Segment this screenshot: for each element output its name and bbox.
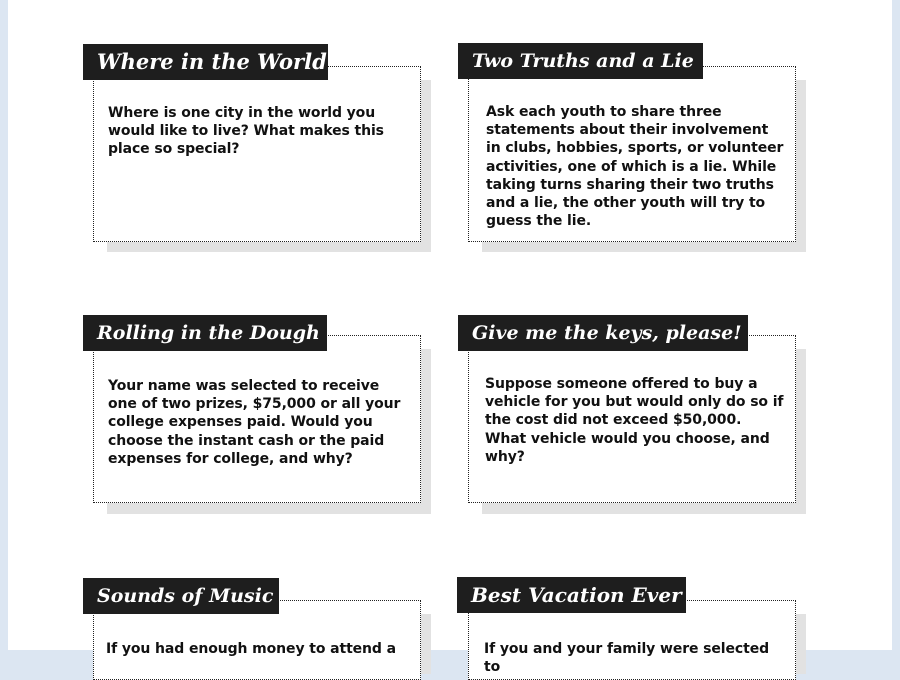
card-body: Ask each youth to share three statements about their involvement in clubs, hobbies, sports, or volunteer activities, one of which is a lie. While taking turns sharing their two truths and a lie, the other youth will try to guess the lie. — [486, 104, 784, 230]
card-title: Where in the World — [83, 44, 328, 80]
card-title: Sounds of Music — [83, 578, 279, 614]
card-body: Suppose someone offered to buy a vehicle for you but would only do so if the cost did not exceed $50,000. What vehicle would you choose, and why? — [485, 376, 784, 465]
card-body: If you and your family were selected to — [484, 641, 770, 676]
card-title: Best Vacation Ever — [457, 577, 686, 613]
card-title: Give me the keys, please! — [458, 315, 748, 351]
card-body: Where is one city in the world you would like to live? What makes this place so special? — [108, 105, 384, 158]
card-body: Your name was selected to receive one of two prizes, $75,000 or all your college expenses paid. Would you choose the instant cash or the paid expenses for college, and why? — [108, 378, 401, 467]
card-title: Two Truths and a Lie — [458, 43, 703, 79]
card-body: If you had enough money to attend a — [106, 641, 396, 657]
card-title: Rolling in the Dough — [83, 315, 327, 351]
activity-cards-page — [8, 0, 892, 676]
